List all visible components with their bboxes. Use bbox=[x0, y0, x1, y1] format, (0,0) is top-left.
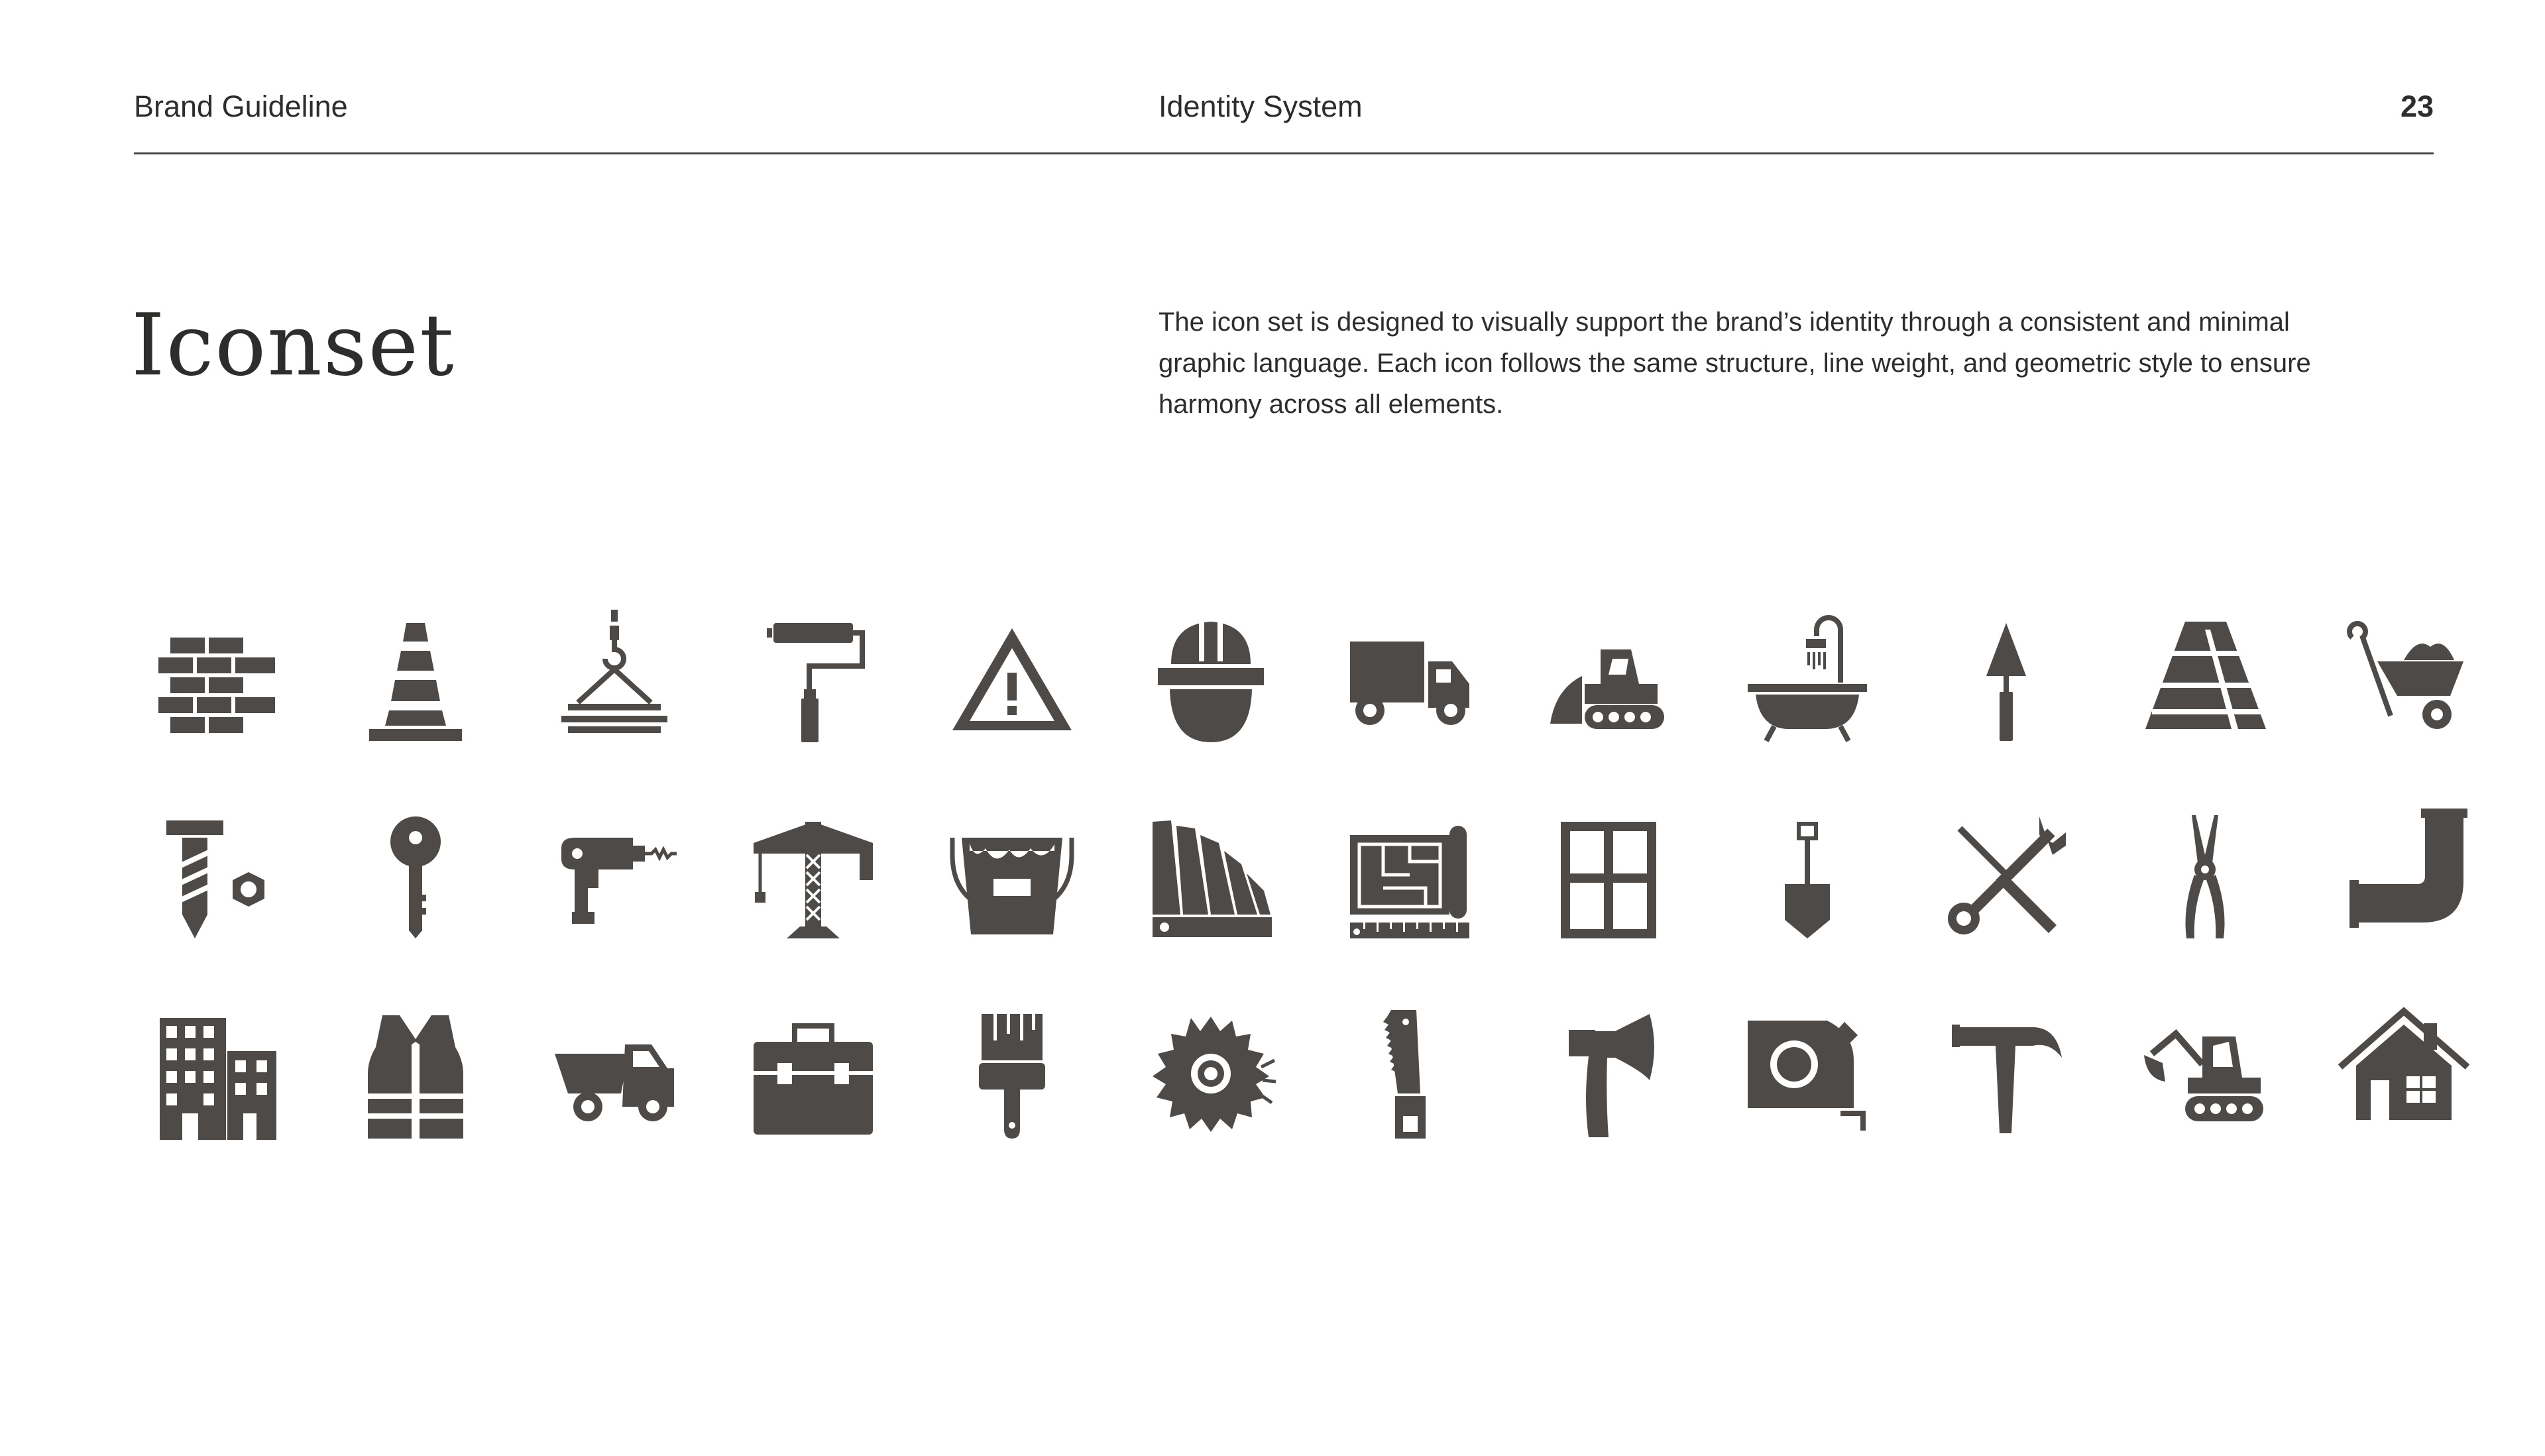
dump-truck-icon bbox=[548, 1007, 681, 1140]
paint-brush-icon bbox=[946, 1007, 1078, 1140]
circular-saw-blade-icon bbox=[1145, 1007, 1277, 1140]
crane-hook-load-icon bbox=[548, 610, 681, 742]
tape-measure-icon bbox=[1741, 1007, 1874, 1140]
header-section-title: Identity System bbox=[1159, 89, 1363, 123]
warning-triangle-icon bbox=[946, 610, 1078, 742]
shovel-icon bbox=[1741, 809, 1874, 941]
page-title: Iconset bbox=[131, 296, 455, 395]
paint-roller-icon bbox=[747, 610, 879, 742]
bulldozer-icon bbox=[1542, 610, 1675, 742]
wrench-screwdriver-icon bbox=[1940, 809, 2072, 941]
page-number: 23 bbox=[2400, 89, 2434, 123]
header-brand-guideline: Brand Guideline bbox=[134, 89, 348, 123]
hard-hat-icon bbox=[1145, 610, 1277, 742]
color-swatch-fan-icon bbox=[1145, 809, 1277, 941]
pipe-elbow-icon bbox=[2338, 809, 2470, 941]
excavator-icon bbox=[2139, 1007, 2271, 1140]
key-icon bbox=[349, 809, 482, 941]
bathtub-shower-icon bbox=[1741, 610, 1874, 742]
wheelbarrow-icon bbox=[2338, 610, 2470, 742]
tower-crane-icon bbox=[747, 809, 879, 941]
paint-bucket-icon bbox=[946, 809, 1078, 941]
toolbox-icon bbox=[747, 1007, 879, 1140]
bricks-icon bbox=[150, 610, 283, 742]
hand-saw-icon bbox=[1343, 1007, 1476, 1140]
drill-icon bbox=[548, 809, 681, 941]
truck-icon bbox=[1343, 610, 1476, 742]
hammer-icon bbox=[1940, 1007, 2072, 1140]
blueprint-ruler-icon bbox=[1343, 809, 1476, 941]
trowel-icon bbox=[1940, 610, 2072, 742]
ladder-icon bbox=[2139, 610, 2271, 742]
safety-vest-icon bbox=[349, 1007, 482, 1140]
screw-nut-icon bbox=[150, 809, 283, 941]
window-icon bbox=[1542, 809, 1675, 941]
axe-icon bbox=[1542, 1007, 1675, 1140]
pliers-icon bbox=[2139, 809, 2271, 941]
buildings-icon bbox=[150, 1007, 283, 1140]
traffic-cone-icon bbox=[349, 610, 482, 742]
house-icon bbox=[2338, 1007, 2470, 1140]
page-description: The icon set is designed to visually support the brand’s identity through a consistent and minimal graphic language. Each icon follows the same structure, line weight, and geometric style to ensure harmony across all elements. bbox=[1159, 308, 2311, 419]
